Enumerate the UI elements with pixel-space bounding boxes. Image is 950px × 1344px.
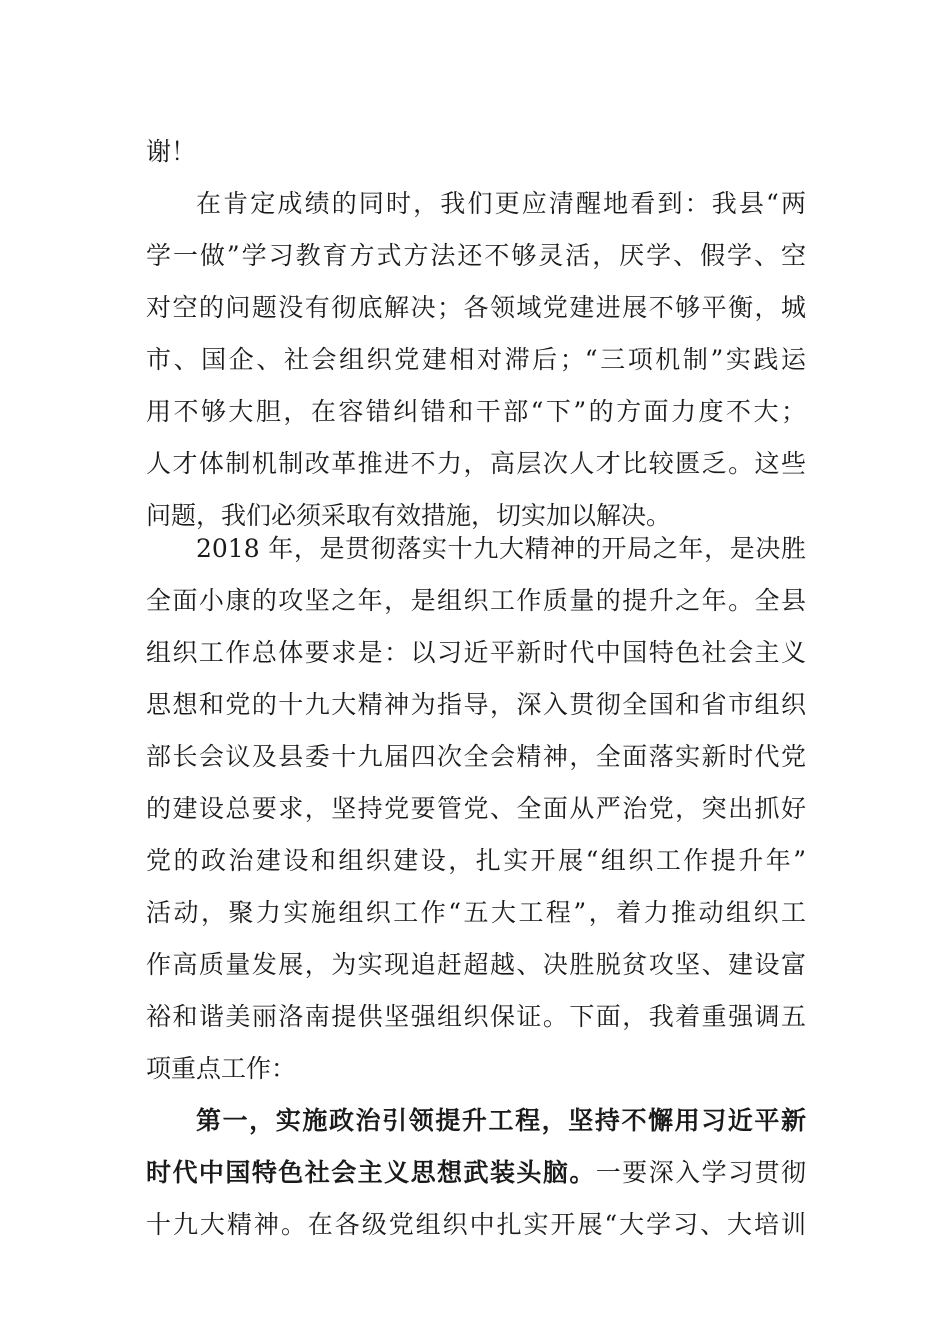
text-line: 十九大精神。在各级党组织中扎实开展“大学习、大培训: [146, 1210, 806, 1239]
text-line: 作高质量发展，为实现追赶超越、决胜脱贫攻坚、建设富: [146, 950, 806, 979]
mixed-text-line: [146, 1147, 806, 1199]
text-line: 党的政治建设和组织建设，扎实开展“组织工作提升年”: [146, 846, 806, 875]
text-line: 谢！: [146, 137, 197, 166]
text-line: 裕和谐美丽洛南提供坚强组织保证。下面，我着重强调五: [146, 1002, 806, 1031]
text-line: 的建设总要求，坚持党要管党、全面从严治党，突出抓好: [146, 794, 806, 823]
text-line: 项重点工作：: [146, 1054, 297, 1083]
paragraph-first-line: 2018 年，是贯彻落实十九大精神的开局之年，是决胜: [196, 534, 806, 563]
text-line: 部长会议及县委十九届四次全会精神，全面落实新时代党: [146, 742, 806, 771]
body-text: 一要深入学习贯彻: [595, 1158, 806, 1187]
text-line: 组织工作总体要求是：以习近平新时代中国特色社会主义: [146, 638, 806, 667]
text-line: 用不够大胆，在容错纠错和干部“下”的方面力度不大；: [146, 397, 806, 426]
text-line: 全面小康的攻坚之年，是组织工作质量的提升之年。全县: [146, 586, 806, 615]
text-line: 思想和党的十九大精神为指导，深入贯彻全国和省市组织: [146, 690, 806, 719]
text-line: 人才体制机制改革推进不力，高层次人才比较匮乏。这些: [146, 449, 806, 478]
paragraph-first-line: 在肯定成绩的同时，我们更应清醒地看到：我县“两: [196, 189, 806, 218]
text-line: 活动，聚力实施组织工作“五大工程”，着力推动组织工: [146, 898, 806, 927]
text-line: 问题，我们必须采取有效措施，切实加以解决。: [146, 501, 672, 530]
bold-heading-text: 第一，实施政治引领提升工程，坚持不懈用习近平新: [196, 1106, 806, 1135]
bold-heading-line: [196, 1095, 806, 1147]
text-line: 学一做”学习教育方式方法还不够灵活，厌学、假学、空: [146, 241, 806, 270]
text-line: 市、国企、社会组织党建相对滞后；“三项机制”实践运: [146, 345, 806, 374]
text-line: 对空的问题没有彻底解决；各领域党建进展不够平衡，城: [146, 293, 806, 322]
bold-heading-text: 时代中国特色社会主义思想武装头脑。: [146, 1158, 596, 1187]
